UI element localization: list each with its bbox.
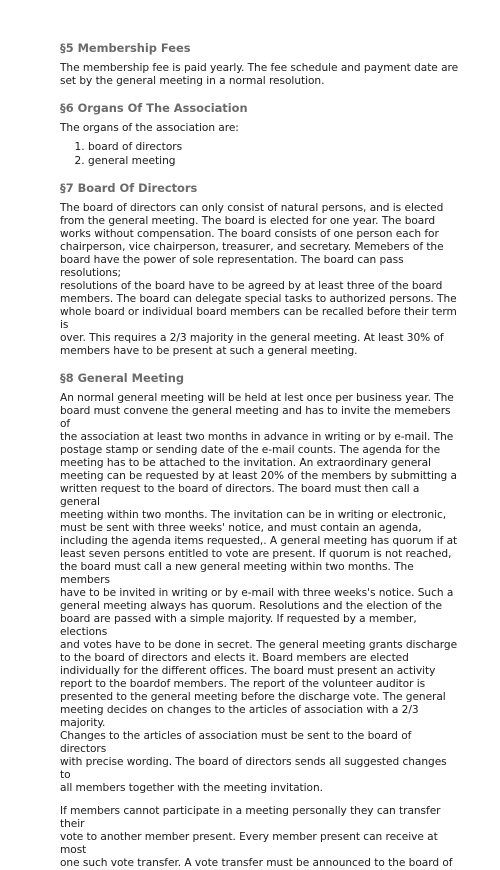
section-paragraph: The organs of the association are:: [60, 122, 239, 134]
section-paragraph: The membership fee is paid yearly. The fee schedule and payment date are set by the general meeting in a normal resolution.: [60, 62, 459, 87]
section-heading: §5 Membership Fees: [60, 41, 191, 55]
section-paragraph: The board of directors can only consist of natural persons, and is elected from the general meeting. The board is elected for one year. The board works without compensation. The board consists of one person each for chairperson, vice chairperson, treasurer, and secretary. Memebers of the board have the power of sole representation. The board can pass resolutions; resolutions of the board have to be agreed by at least three of the board members. The board can delegate special tasks to authorized persons. The whole board or individual board members can be recalled before their term is over. This requires a 2/3 majority in the general meeting. At least 30% of members have to be present at such a general meeting.: [60, 202, 457, 357]
list-item: 1. board of directors: [88, 141, 460, 155]
section-paragraph: If members cannot participate in a meeting personally they can transfer their vote to another member present. Every member present can receive at most one such vote transfer. A vote transfer must be announced to the board of: [60, 805, 453, 869]
section-paragraph: An normal general meeting will be held at lest once per business year. The board must convene the general meeting and has to invite the memebers of the association at least two months in advance in writing or by e-mail. The postage stamp or sending date of the e-mail counts. The agenda for the meeting has to be attached to the invitation. An extraordinary general meeting can be requested by at least 20% of the members by submitting a written request to the board of directors. The board must then call a general meeting within two months. The invitation can be in writing or electronic, must be sent with three weeks' notice, and must contain an agenda, including the agenda items requested,. A general meeting has quorum if at least seven persons entitled to vote are present. If quorum is not reached, the board must call a new general meeting within two months. The members have to be invited in writing or by e-mail with three weeks's notice. Such a general meeting always has quorum. Resolutions and the election of the board are passed with a simple majority. If requested by a member, elections and votes have to be done in secret. The general meeting grants discharge to the board of directors and elects it. Board members are elected individually for the different offices. The board must present an activity report to the boardof members. The report of the volunteer auditor is presented to the general meeting before the discharge vote. The general meeting decides on changes to the articles of association with a 2/3 majority. Changes to the articles of association must be sent to the board of directors with precise wording. The board of directors sends all suggested changes to all members together with the meeting invitation.: [60, 392, 458, 794]
section-organs: [60, 100, 460, 168]
section-heading: §6 Organs Of The Association: [60, 101, 248, 115]
list-item: 2. general meeting: [88, 155, 460, 169]
section-heading: §8 General Meeting: [60, 371, 185, 385]
section-heading: §7 Board Of Directors: [60, 181, 198, 195]
section-membership-fees: [60, 40, 460, 88]
section-general-meeting: [60, 370, 460, 870]
section-board-of-directors: [60, 180, 460, 358]
organs-list: [60, 141, 460, 168]
